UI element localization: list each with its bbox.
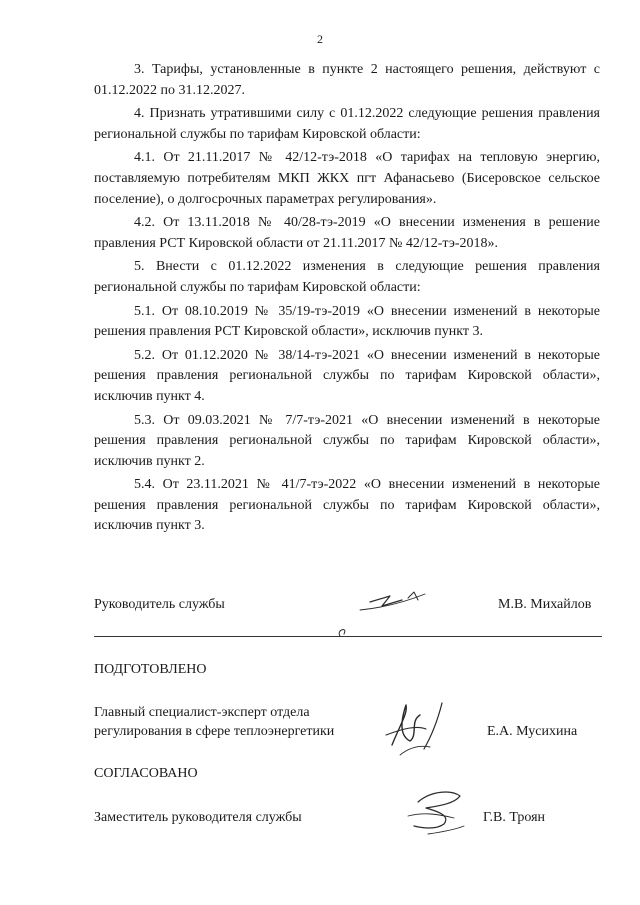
paragraph-5-2: 5.2. От 01.12.2020 № 38/14-тэ-2021 «О внесении изменений в некоторые решения правления региональной службы по тарифам Кировской области», исключив пункт 4. (94, 347, 600, 404)
paragraph-4-2: 4.2. От 13.11.2018 № 40/28-тэ-2019 «О внесении изменения в решение правления РСТ Кировской области от 21.11.2017 № 42/12-тэ-2018». (94, 215, 600, 251)
paragraph-5-4: 5.4. От 23.11.2021 № 41/7-тэ-2022 «О внесении изменений в некоторые решения правления региональной службы по тарифам Кировской области», исключив пункт 3. (94, 477, 600, 534)
prepared-signature-icon (380, 695, 460, 760)
paragraph-5: 5. Внести с 01.12.2022 изменения в следующие решения правления региональной службы по тарифам Кировской области: (94, 259, 600, 295)
signature-divider (94, 636, 602, 637)
paragraph-4-1: 4.1. От 21.11.2017 № 42/12-тэ-2018 «О тарифах на тепловую энергию, поставляемую потребителям МКП ЖКХ пгт Афанасьево (Бисеровское сельское поселение), о долгосрочных параметрах регулирования». (94, 150, 600, 207)
page-number: 2 (317, 32, 323, 46)
decision-body (94, 60, 600, 540)
agreed-heading: СОГЛАСОВАНО (94, 766, 198, 781)
head-signature-icon (330, 580, 470, 640)
paragraph-4: 4. Признать утратившими силу с 01.12.2022 следующие решения правления региональной службы по тарифам Кировской области: (94, 106, 600, 142)
prepared-position-line1: Главный специалист-эксперт отдела (94, 705, 310, 720)
agreed-position: Заместитель руководителя службы (94, 810, 302, 825)
paragraph-5-1: 5.1. От 08.10.2019 № 35/19-тэ-2019 «О внесении изменений в некоторые решения правления РСТ Кировской области», исключив пункт 3. (94, 303, 600, 340)
agreed-name: Г.В. Троян (483, 810, 546, 825)
head-name: М.В. Михайлов (498, 597, 592, 612)
prepared-heading: ПОДГОТОВЛЕНО (94, 662, 207, 677)
prepared-name: Е.А. Мусихина (487, 724, 578, 739)
agreed-signature-icon (398, 782, 472, 842)
paragraph-3: 3. Тарифы, установленные в пункте 2 настоящего решения, действуют с 01.12.2022 по 31.12.2027. (94, 62, 600, 98)
head-position: Руководитель службы (94, 597, 225, 612)
prepared-position-line2: регулирования в сфере теплоэнергетики (94, 724, 335, 739)
paragraph-5-3: 5.3. От 09.03.2021 № 7/7-тэ-2021 «О внесении изменений в некоторые решения правления региональной службы по тарифам Кировской области», исключив пункт 2. (94, 412, 600, 469)
